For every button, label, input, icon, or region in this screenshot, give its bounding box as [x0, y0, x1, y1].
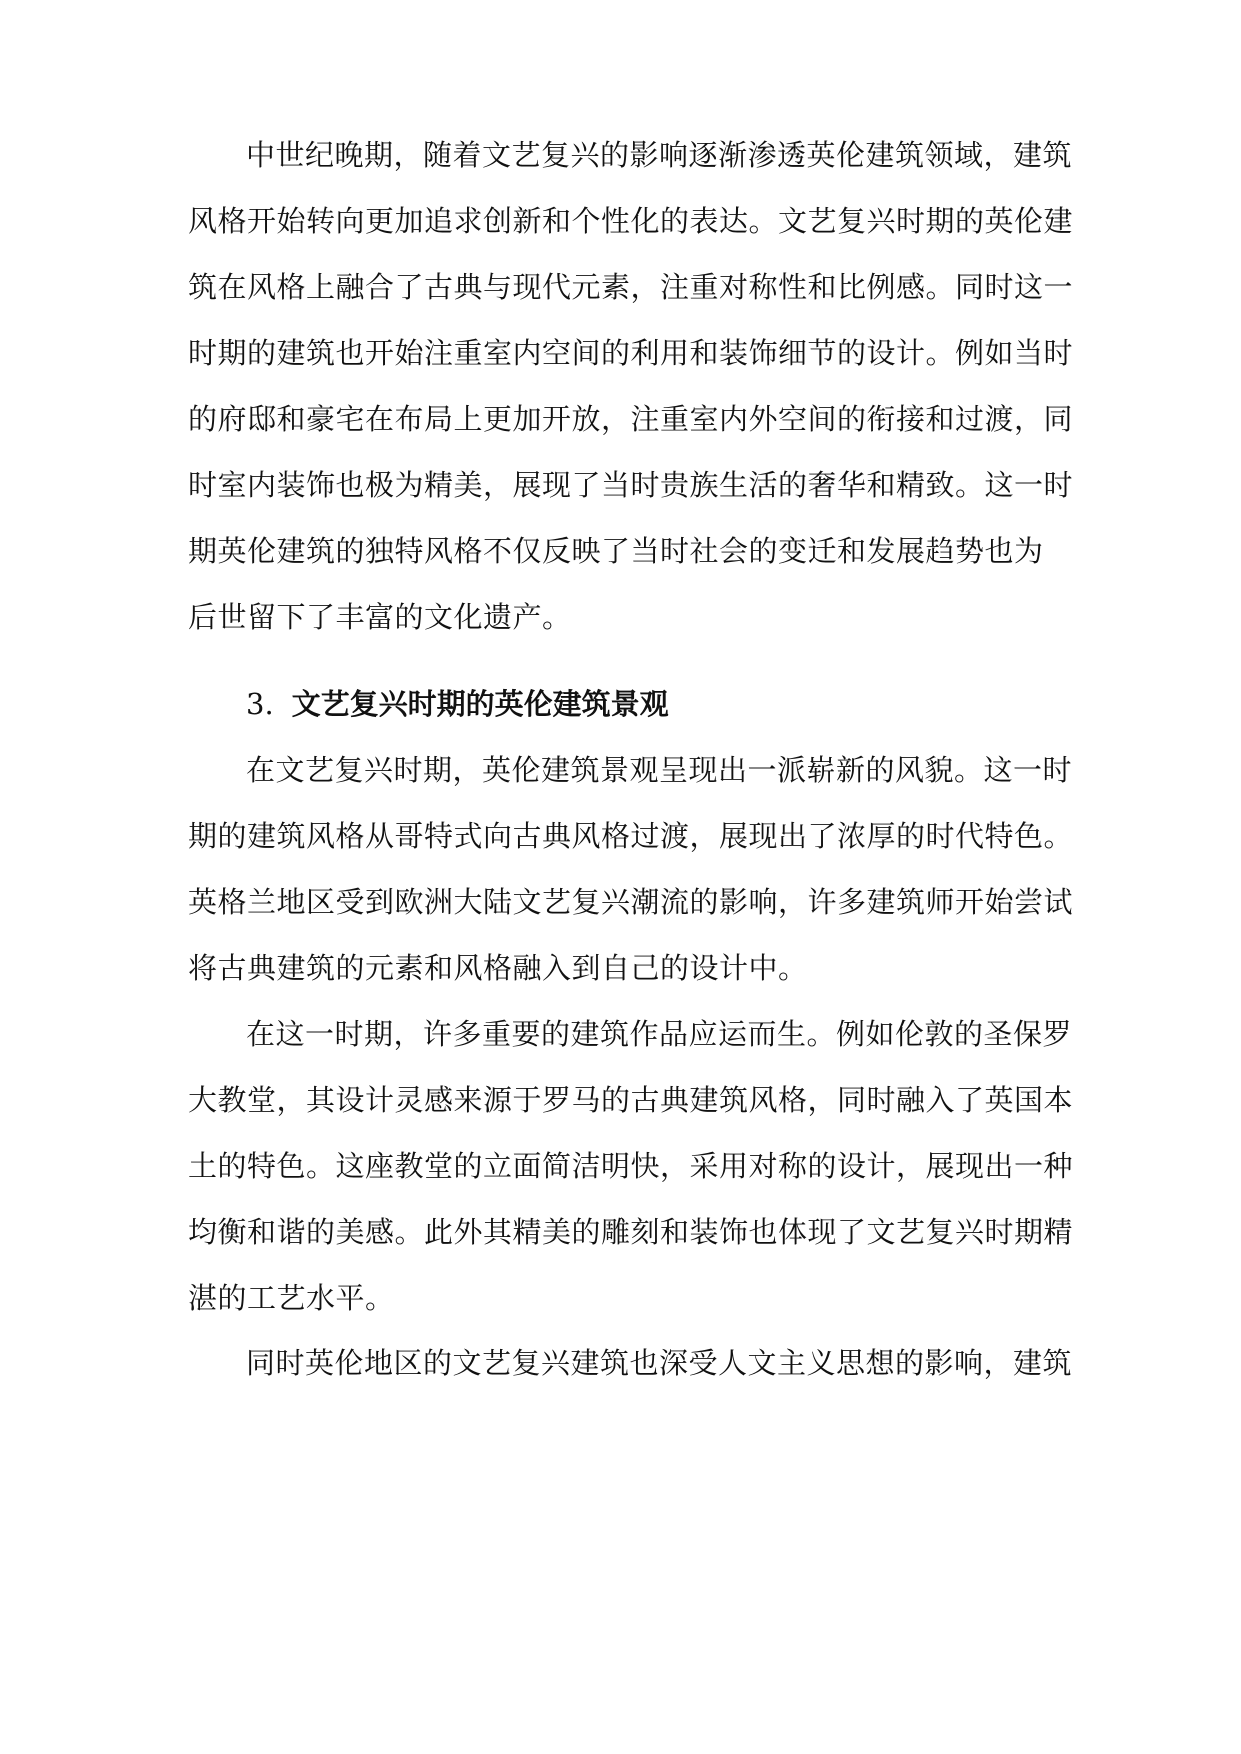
text-line: 同时英伦地区的文艺复兴建筑也深受人文主义思想的影响，建筑 [246, 1346, 1073, 1380]
text-line: 将古典建筑的元素和风格融入到自己的设计中。 [188, 951, 808, 985]
section-title: 文艺复兴时期的英伦建筑景观 [291, 687, 669, 721]
text-line: 时期的建筑也开始注重室内空间的利用和装饰细节的设计。例如当时 [188, 336, 1074, 370]
text-line: 风格开始转向更加追求创新和个性化的表达。文艺复兴时期的英伦建 [188, 204, 1074, 238]
text-line: 湛的工艺水平。 [188, 1281, 395, 1315]
text-line: 时室内装饰也极为精美，展现了当时贵族生活的奢华和精致。这一时 [188, 468, 1074, 502]
text-line: 后世留下了丰富的文化遗产。 [188, 600, 572, 634]
section-heading [246, 684, 669, 724]
text-line: 筑在风格上融合了古典与现代元素，注重对称性和比例感。同时这一 [188, 270, 1074, 304]
text-line: 期的建筑风格从哥特式向古典风格过渡，展现出了浓厚的时代特色。 [188, 819, 1074, 853]
text-line: 的府邸和豪宅在布局上更加开放，注重室内外空间的衔接和过渡，同 [188, 402, 1074, 436]
text-line: 土的特色。这座教堂的立面简洁明快，采用对称的设计，展现出一种 [188, 1149, 1074, 1183]
section-number: 3. [246, 687, 274, 721]
text-line: 英格兰地区受到欧洲大陆文艺复兴潮流的影响，许多建筑师开始尝试 [188, 885, 1074, 919]
text-line: 大教堂，其设计灵感来源于罗马的古典建筑风格，同时融入了英国本 [188, 1083, 1074, 1117]
text-line: 均衡和谐的美感。此外其精美的雕刻和装饰也体现了文艺复兴时期精 [188, 1215, 1074, 1249]
text-line: 期英伦建筑的独特风格不仅反映了当时社会的变迁和发展趋势也为 [188, 534, 1044, 568]
text-line: 在这一时期，许多重要的建筑作品应运而生。例如伦敦的圣保罗 [246, 1017, 1073, 1051]
text-line: 在文艺复兴时期，英伦建筑景观呈现出一派崭新的风貌。这一时 [246, 753, 1073, 787]
text-line: 中世纪晚期，随着文艺复兴的影响逐渐渗透英伦建筑领域，建筑 [246, 138, 1073, 172]
